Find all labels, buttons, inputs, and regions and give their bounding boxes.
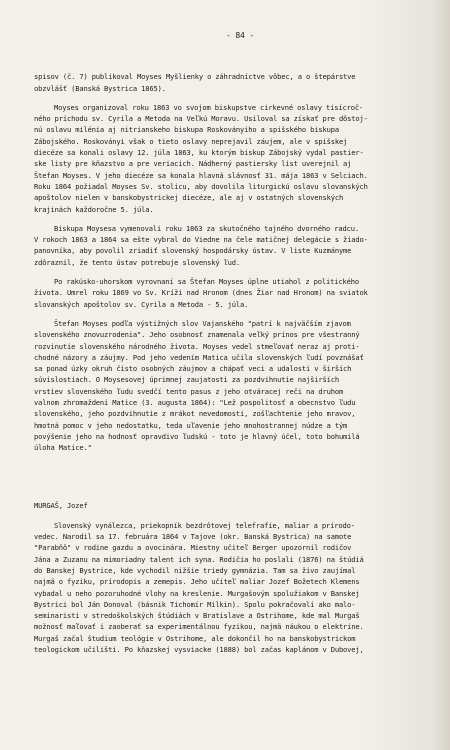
text-line: Jána a Zuzanu na mimoriadny talent ich syna. Rodičia ho poslali (1876) na štúdiá <box>34 554 364 564</box>
text-line: povýšenie jeho na hodnosť opravdivo ľudskú - toto je hlavný účel, toto bohumilá <box>34 431 360 441</box>
text-line: diecéze sa konali oslavy 12. júla 1863, ku ktorým biskup Zábojský vydal pastier- <box>34 148 364 158</box>
paragraph <box>34 71 436 94</box>
text-line: života. Umrel roku 1869 vo Sv. Kríži nad Hronom (dnes Žiar nad Hronom) na sviatok <box>34 288 368 298</box>
paragraph <box>34 102 436 215</box>
text-line: seminaristi v stredoškolských štúdiách v Bratislave a Ostrihome, kde mal Murgaš <box>34 611 360 621</box>
text-line: Roku 1864 požiadal Moyses Sv. stolicu, aby dovolila liturgickú oslavu slovanských <box>34 181 368 191</box>
text-line: slovanských apoštolov sv. Cyrila a Metoda - 5. júla. <box>34 299 249 309</box>
text-line: súvislostiach. O Moysesovej úprimnej zaujatosti za pozdvihnutie najširších <box>34 375 339 385</box>
text-line: teologickom učilišti. Po kňazskej vysviacke (1888) bol začas kaplánom v Dubovej, <box>34 645 364 655</box>
text-line: najmä o fyziku, prírodopis a zemepis. Jeho učiteľ maliar Jozef Božetech Klemens <box>34 577 360 587</box>
text-line: ného príchodu sv. Cyrila a Metoda na Veľkú Moravu. Usiloval sa získať pre dôstoj- <box>34 114 368 124</box>
text-line: obzvlášť (Banská Bystrica 1865). <box>34 83 166 93</box>
text-line: vybadal u neho pozoruhodné vlohy na kreslenie. Murgašovým spolužiakom v Banskej <box>34 588 360 598</box>
text-line: zdôraznil, že tento ústav potrebuje slovenský ľud. <box>34 257 241 267</box>
paragraph <box>34 318 436 454</box>
body-text <box>34 71 436 655</box>
text-line: Zábojského. Roskoványi však o tieto oslavy neprejavil záujem, ale v spišskej <box>34 136 348 146</box>
text-line: ske listy pre kňazstvo a pre veriacich. Nádherný pastiersky list uverejnil aj <box>34 159 352 169</box>
text-line: rozvinutie slovenského národného života. Moyses vedel stmeľovať neraz aj proti- <box>34 341 360 351</box>
paragraph <box>34 223 436 268</box>
text-line: Štefan Moyses. V jeho diecéze sa konala hlavná slávnosť 31. mája 1863 v Selciach. <box>34 170 368 180</box>
section-gap <box>34 462 436 500</box>
paragraph <box>34 520 436 656</box>
text-line: Moyses organizoval roku 1863 vo svojom biskupstve cirkevné oslavy tisícroč- <box>54 102 364 112</box>
text-line: V rokoch 1863 a 1864 sa ešte vybral do Viedne na čele matičnej delegácie s žiado- <box>34 235 368 245</box>
text-line: vrstiev slovenského ľudu svedčí tento pasus z jeho otváracej reči na druhom <box>34 386 344 396</box>
text-line: Štefan Moyses podľa výstižných slov Vajanského "patrí k najväčším zjavom <box>54 318 351 328</box>
text-line: sa ponad úzky okruh čisto osobných záujmov a chápať veci a udalosti v širších <box>34 364 352 374</box>
text-line: Murgaš začal študium teológie v Ostrihome, ale dokončil ho na banskobystrickom <box>34 633 356 643</box>
entry-heading: MURGAŠ, Jozef <box>34 500 88 510</box>
paragraph <box>34 276 436 310</box>
text-line: panovníka, aby povolil zriadiť slovenský hospodársky ústav. V liste Kuzmányme <box>34 246 352 256</box>
text-line: Slovenský vynálezca, priekopník bezdrôtovej telefrafie, maliar a prírodo- <box>54 520 355 530</box>
text-line: "Parabňô" v rodine gazdu a ovocinára. Miestny učiteľ Berger upozornil rodičov <box>34 543 352 553</box>
text-line: krajinách každoročne 5. júla. <box>34 204 154 214</box>
text-line: nú oslavu milénia aj nitrianskeho biskupa Roskoványiho a spišského biskupa <box>34 125 339 135</box>
text-line: slovenského znovuzrodenia". Jeho osobnosť znamenala veľký prínos pre všestranný <box>34 330 360 340</box>
text-line: možnosť maľovať i zaoberať sa experimentálnou fyzikou, najmä náukou o elektrine. <box>34 622 364 632</box>
text-line: apoštolov nielen v banskobystrickej diecéze, ale aj v ostatných slovenských <box>34 193 344 203</box>
page-number: - 84 - <box>226 31 254 40</box>
text-line: Bystrici bol Ján Donoval (básnik Tichomír Milkin). Spolu pokračovali ako malo- <box>34 599 356 609</box>
text-line: vedec. Narodil sa 17. februára 1864 v Tajove (okr. Banská Bystrica) na samote <box>34 532 352 542</box>
text-line: Biskupa Moysesa vymenovali roku 1863 za skutočného tajného dvorného radcu. <box>54 223 359 233</box>
text-line: slovenského, jeho pozdvihnutie z mrákot nevedomosti, zošľachtenie jeho mravov, <box>34 409 356 419</box>
text-line: chodné názory a záujmy. Pod jeho vedením Matica učila slovenských ľudí povznášať <box>34 352 364 362</box>
text-line: valnom zhromaždení Matice (3. augusta 1864): "Lež pospolitosť a obecnstvo ľudu <box>34 398 356 408</box>
text-line: úloha Matice." <box>34 443 92 453</box>
text-line: hmotná pomoc v jeho nedostatku, teda uľavenie jeho mnohostrannej núdze a tým <box>34 420 348 430</box>
text-line: do Banskej Bystrice, kde vychodil nižšie triedy gymnázia. Tam sa živo zaujímal <box>34 565 356 575</box>
text-line: Po rakúsko-uhorskom vyrovnaní sa Štefan Moyses úplne utiahol z politického <box>54 277 359 287</box>
text-line: spisov (č. 7) publikoval Moyses Myšlienky o záhradníctve vôbec, a o štepárstve <box>34 72 356 82</box>
